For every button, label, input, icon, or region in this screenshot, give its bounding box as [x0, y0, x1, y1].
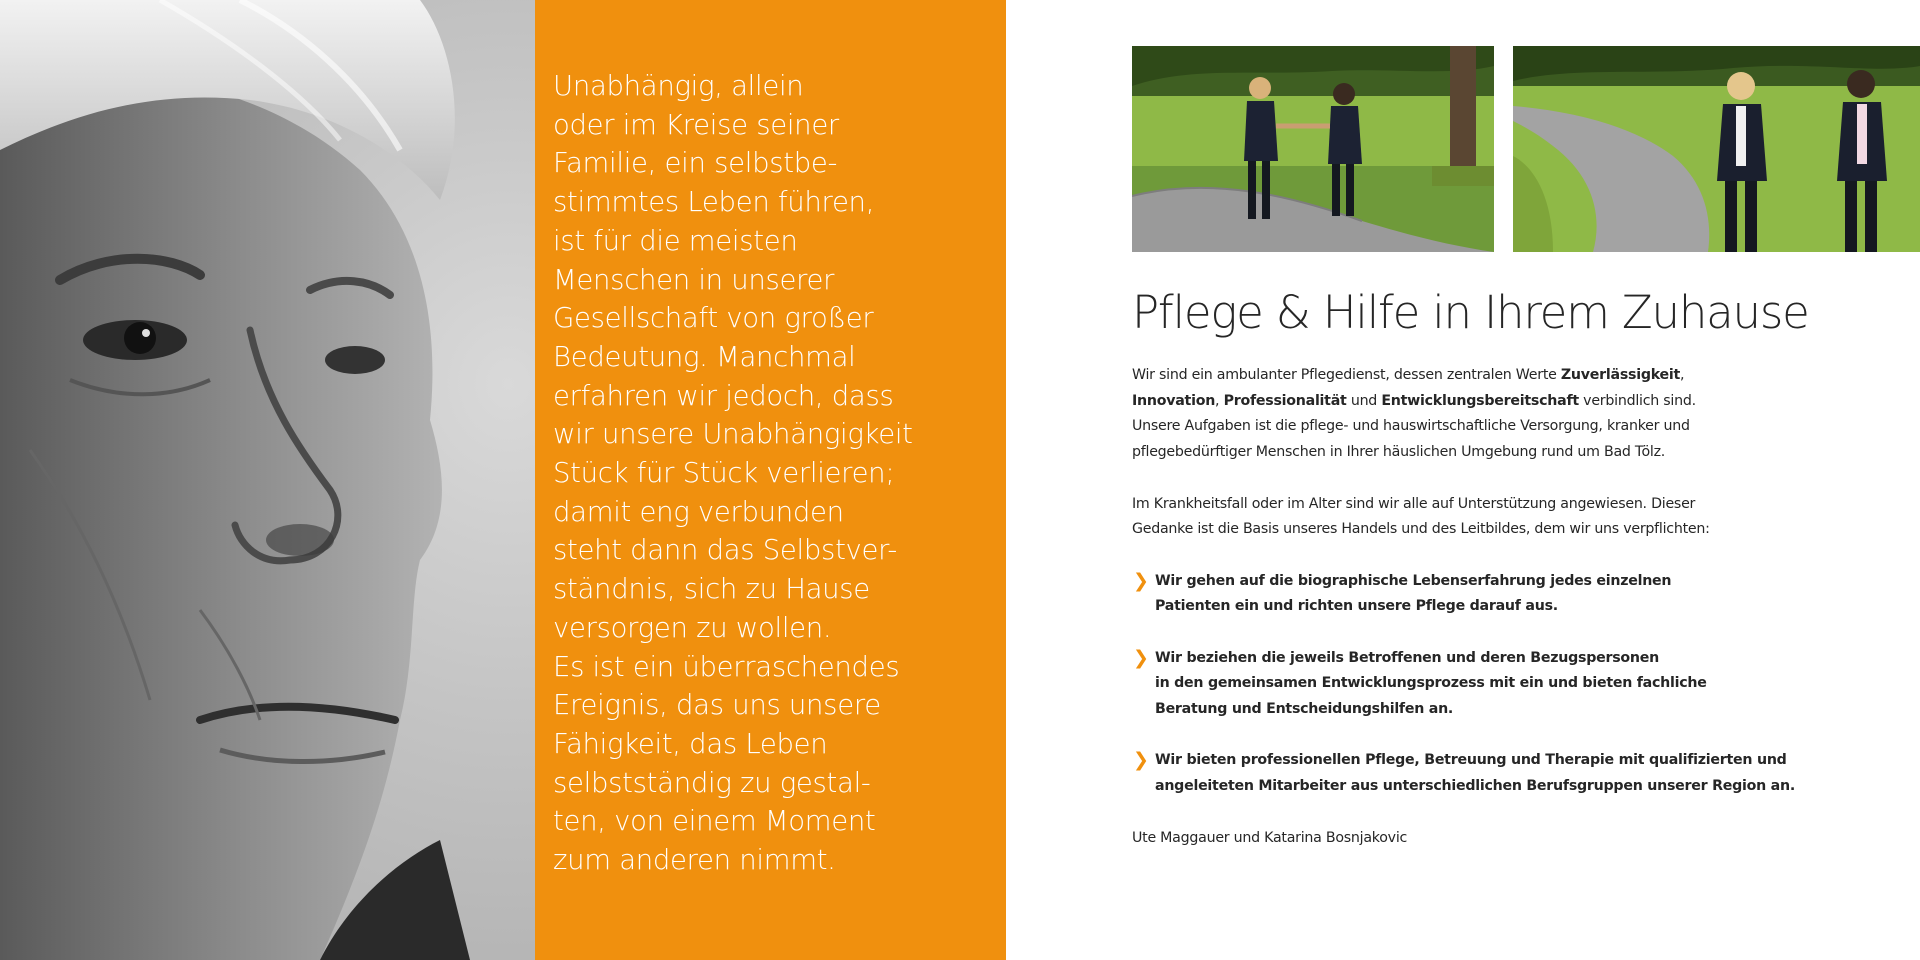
intro-line: steht dann das Selbstver- — [553, 534, 898, 567]
value-reliability: Zuverlässigkeit — [1560, 367, 1681, 383]
intro-line: stimmtes Leben führen, — [553, 186, 875, 219]
signature: Ute Maggauer und Katarina Bosnjakovic — [1132, 829, 1408, 846]
intro-text — [553, 67, 1006, 880]
chevron-right-icon: ❯ — [1133, 749, 1149, 772]
intro-line: Gesellschaft von großer — [553, 302, 874, 335]
intro-line: ist für die meisten — [553, 224, 798, 257]
intro-line: Menschen in unserer — [553, 263, 835, 296]
two-women-handshake-photo-icon — [1132, 46, 1494, 252]
intro-line: oder im Kreise seiner — [553, 108, 839, 141]
intro-line: Ereignis, das uns unsere — [553, 689, 881, 722]
intro-line: versorgen zu wollen. — [553, 611, 832, 644]
intro-paragraph: Wir sind ein ambulanter Pflegedienst, dessen zentralen Werte Zuverlässigkeit, Innovation, Professionalität und Entwicklungsbereitschaft verbindlich sind. Unsere Aufgaben ist die pflege- und hauswirtschaftliche Versorgung, kranker und pflegebedürftiger Menschen in Ihrer häuslichen Umgebung rund um Bad Tölz. — [1132, 367, 1696, 461]
intro-line: zum anderen nimmt. — [553, 844, 836, 877]
intro-line: Bedeutung. Manchmal — [553, 340, 856, 373]
list-item: ❯ Wir gehen auf die biographische Lebenserfahrung jedes einzelnen Patienten ein und richten unsere Pflege darauf aus. — [1133, 569, 1672, 615]
intro-line: erfahren wir jedoch, dass — [553, 379, 894, 412]
intro-line: Fähigkeit, das Leben — [553, 727, 828, 760]
intro-line: ständnis, sich zu Hause — [553, 573, 870, 606]
list-item: ❯ Wir bieten professionellen Pflege, Betreuung und Therapie mit qualifizierten und angeleiteten Mitarbeiter aus unterschiedlichen Berufsgruppen unserer Region an. — [1133, 749, 1795, 795]
value-professionalism: Professionalität — [1223, 392, 1347, 409]
body-text — [1132, 363, 1892, 851]
intro-line: Es ist ein überraschendes — [553, 650, 900, 683]
handshake-photo — [1132, 46, 1494, 252]
value-development: Entwicklungsbereitschaft — [1381, 392, 1579, 409]
chevron-right-icon: ❯ — [1133, 646, 1149, 669]
elderly-woman-portrait-icon — [0, 0, 535, 960]
intro-panel — [535, 0, 1006, 960]
intro-line: Stück für Stück verlieren; — [553, 457, 895, 490]
intro-line: Familie, ein selbstbe- — [553, 147, 838, 180]
intro-line: damit eng verbunden — [553, 495, 844, 528]
intro-line: ten, von einem Moment — [553, 805, 876, 838]
intro-line: wir unsere Unabhängigkeit — [553, 418, 913, 451]
page-title: Pflege & Hilfe in Ihrem Zuhause — [1132, 286, 1809, 339]
intro-line: selbstständig zu gestal- — [553, 766, 871, 799]
value-innovation: Innovation — [1132, 392, 1216, 409]
intro-line: Unabhängig, allein — [553, 70, 804, 102]
elderly-woman-photo — [0, 0, 535, 960]
chevron-right-icon: ❯ — [1133, 569, 1149, 592]
mission-paragraph: Im Krankheitsfall oder im Alter sind wir alle auf Unterstützung angewiesen. Dieser Gedanke ist die Basis unseres Handels und des Leitbildes, dem wir uns verpflichten: — [1132, 495, 1710, 538]
list-item: ❯ Wir beziehen die jeweils Betroffenen und deren Bezugspersonen in den gemeinsamen Entwicklungsprozess mit ein und bieten fachliche Beratung und Entscheidungshilfen an. — [1133, 646, 1707, 718]
two-women-walking-photo-icon — [1513, 46, 1920, 252]
walking-photo — [1513, 46, 1920, 252]
